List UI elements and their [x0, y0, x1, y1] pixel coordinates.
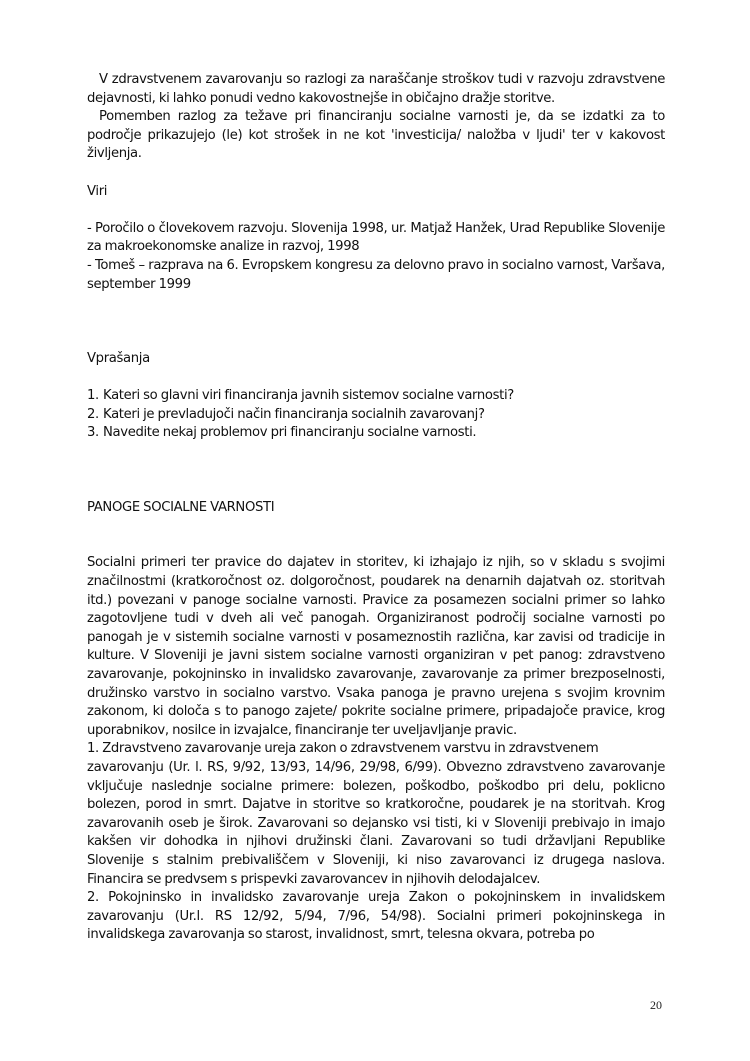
spacer — [87, 294, 665, 350]
question-text: Navedite nekaj problemov pri financiranju socialne varnosti. — [103, 425, 477, 441]
section-item-1-body: zavarovanju (Ur. l. RS, 9/92, 13/93, 14/96, 29/98, 6/99). Obvezno zdravstveno zavarovanje vključuje naslednje socialne primere: bolezen, poškodbo, poškodbo pri delu, poklicno bolezen, porod in smrt. Dajatve in storitve so kratkoročne, poudarek je na storitvah. Krog zavarovanih oseb je širok. Zavarovani so dejansko vsi tisti, ki v Sloveniji prebivajo in imajo kakšen vir dohodka in njihovi družinski člani. Zavarovani so tudi državljani Republike Slovenije s stalnim prebivališčem v Sloveniji, ki niso zavarovanci iz drugega naslova. Financira se predvsem s prispevki zavarovancev in njihovih delodajalcev. — [87, 760, 665, 887]
question-text: Kateri je prevladujoči način financiranja socialnih zavarovanj? — [103, 406, 485, 422]
questions-list — [87, 387, 665, 443]
question-number: 2. — [87, 406, 99, 422]
question-text: Kateri so glavni viri financiranja javnih sistemov socialne varnosti? — [103, 388, 514, 404]
page-number: 20 — [650, 998, 662, 1012]
spacer — [87, 443, 665, 499]
source-item-2: - Tomeš – razprava na 6. Evropskem kongresu za delovno pravo in socialno varnost, Varšava, september 1999 — [87, 257, 665, 292]
intro-paragraph-1: V zdravstvenem zavarovanju so razlogi za naraščanje stroškov tudi v razvoju zdravstvene dejavnosti, ki lahko ponudi vedno kakovostnejše in običajno dražje storitve. — [87, 72, 665, 106]
section-item-1-first-line: 1. Zdravstveno zavarovanje ureja zakon o zdravstvenem varstvu in zdravstvenem — [87, 741, 599, 757]
spacer — [87, 517, 665, 554]
question-item — [87, 424, 665, 443]
question-number: 1. — [87, 388, 99, 404]
source-item-1: - Poročilo o človekovem razvoju. Slovenija 1998, ur. Matjaž Hanžek, Urad Republike Slovenije za makroekonomske analize in razvoj, 1998 — [87, 220, 665, 255]
document-page — [87, 71, 665, 945]
question-item — [87, 406, 665, 425]
questions-heading: Vprašanja — [87, 350, 150, 366]
spacer — [87, 164, 665, 183]
section-intro-paragraph: Socialni primeri ter pravice do dajatev in storitev, ki izhajajo iz njih, so v skladu s svojimi značilnostmi (kratkoročnost oz. dolgoročnost, poudarek na denarnih dajatvah oz. storitvah itd.) povezani v panoge socialne varnosti. Pravice za posamezen socialni primer so lahko zagotovljene tudi v dveh ali več panogah. Organiziranost področij socialne varnosti po panogah je v sistemih socialne varnosti v posameznostih različna, kar zavisi od tradicije in kulture. V Sloveniji je javni sistem socialne varnosti organiziran v pet panog: zdravstveno zavarovanje, pokojninsko in invalidsko zavarovanje, zavarovanje za primer brezposelnosti, družinsko varstvo in socialno varstvo. Vsaka panoga je pravno urejena s svojim krovnim zakonom, ki določa s to panogo zajete/ pokrite socialne primere, pripadajoče pravice, krog uporabnikov, nosilce in izvajalce, financiranje ter uveljavljanje pravic. — [87, 555, 665, 738]
section-item-2: 2. Pokojninsko in invalidsko zavarovanje ureja Zakon o pokojninskem in invalidskem zavarovanju (Ur.l. RS 12/92, 5/94, 7/96, 54/98). Socialni primeri pokojninskega in invalidskega zavarovanja so starost, invalidnost, smrt, telesna okvara, potreba po — [87, 890, 665, 943]
spacer — [87, 201, 665, 220]
spacer — [87, 369, 665, 388]
question-number: 3. — [87, 425, 99, 441]
intro-paragraph-2: Pomemben razlog za težave pri financiranju socialne varnosti je, da se izdatki za to področje prikazujejo (le) kot strošek in ne kot 'investicija/ naložba v ljudi' ter v kakovost življenja. — [87, 109, 665, 162]
sources-heading: Viri — [87, 183, 108, 199]
section-heading: PANOGE SOCIALNE VARNOSTI — [87, 499, 275, 515]
question-item — [87, 387, 665, 406]
